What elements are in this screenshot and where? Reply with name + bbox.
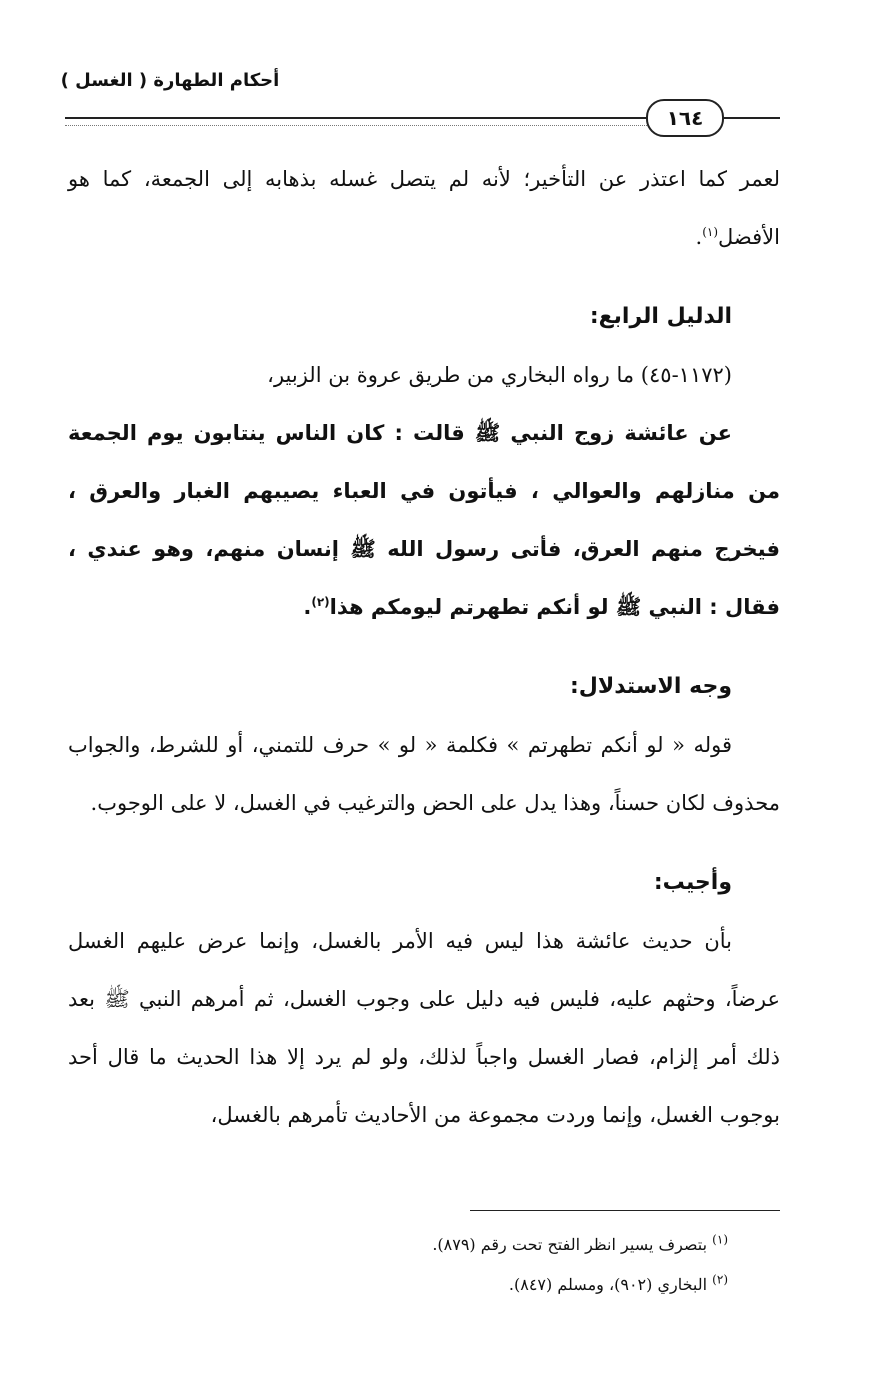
footnote-text: البخاري (٩٠٢)، ومسلم (٨٤٧). xyxy=(508,1275,708,1294)
main-text xyxy=(68,150,780,1144)
paragraph-end: . xyxy=(695,225,703,249)
inference-paragraph: قوله « لو أنكم تطهرتم » فكلمة « لو » حرف للتمني، أو للشرط، والجواب محذوف لكان حسناً، وهذا يدل على الحض والترغيب في الغسل، لا على الوجوب. xyxy=(68,733,780,815)
hadith-body: عن عائشة زوج النبي ﷺ قالت : كان الناس ينتابون يوم الجمعة من منازلهم والعوالي ، فيأتون في العباء يصيبهم الغبار والعرق ، فيخرج منهم العرق، فأتى رسول الله ﷺ إنسان منهم، وهو عندي ، فقال : النبي ﷺ لو أنكم تطهرتم ليومكم هذا xyxy=(68,421,780,619)
response-paragraph: بأن حديث عائشة هذا ليس فيه الأمر بالغسل، وإنما عرض عليهم الغسل عرضاً، وحثهم عليه، فليس فيه دليل على وجوب الغسل، ثم أمرهم النبي ﷺ بعد ذلك أمر إلزام، فصار الغسل واجباً لذلك، ولو لم يرد إلا هذا الحديث ما قال أحد بوجوب الغسل، وإنما وردت مجموعة من الأحاديث تأمرهم بالغسل، xyxy=(68,929,780,1127)
footnotes xyxy=(68,1225,728,1305)
hadith-end: . xyxy=(303,595,312,619)
hadith-source: (١١٧٢-٤٥) ما رواه البخاري من طريق عروة بن الزبير، xyxy=(267,363,732,387)
footnote-marker: (١) xyxy=(712,1232,728,1247)
running-title: أحكام الطهارة ( الغسل ) xyxy=(60,70,280,91)
paragraph-text: لعمر كما اعتذر عن التأخير؛ لأنه لم يتصل غسله بذهابه إلى الجمعة، كما هو الأفضل xyxy=(68,167,780,249)
hadith-text xyxy=(68,404,780,636)
footnote-marker: (٢) xyxy=(712,1272,728,1287)
section-heading-inference: وجه الاستدلال: xyxy=(569,674,732,699)
footnote-separator xyxy=(470,1210,780,1211)
footnote-2 xyxy=(68,1265,728,1305)
footnote-text: بتصرف يسير انظر الفتح تحت رقم (٨٧٩). xyxy=(432,1235,708,1254)
footnote-1 xyxy=(68,1225,728,1265)
page-number: ١٦٤ xyxy=(646,99,724,137)
footnote-ref-1: (١) xyxy=(702,225,719,239)
header-rule-dotted xyxy=(65,125,705,126)
footnote-ref-2: (٢) xyxy=(311,595,330,609)
section-heading-fourth-evidence: الدليل الرابع: xyxy=(589,304,732,329)
paragraph-continuation xyxy=(68,150,780,266)
section-heading-response: وأجيب: xyxy=(653,870,732,895)
